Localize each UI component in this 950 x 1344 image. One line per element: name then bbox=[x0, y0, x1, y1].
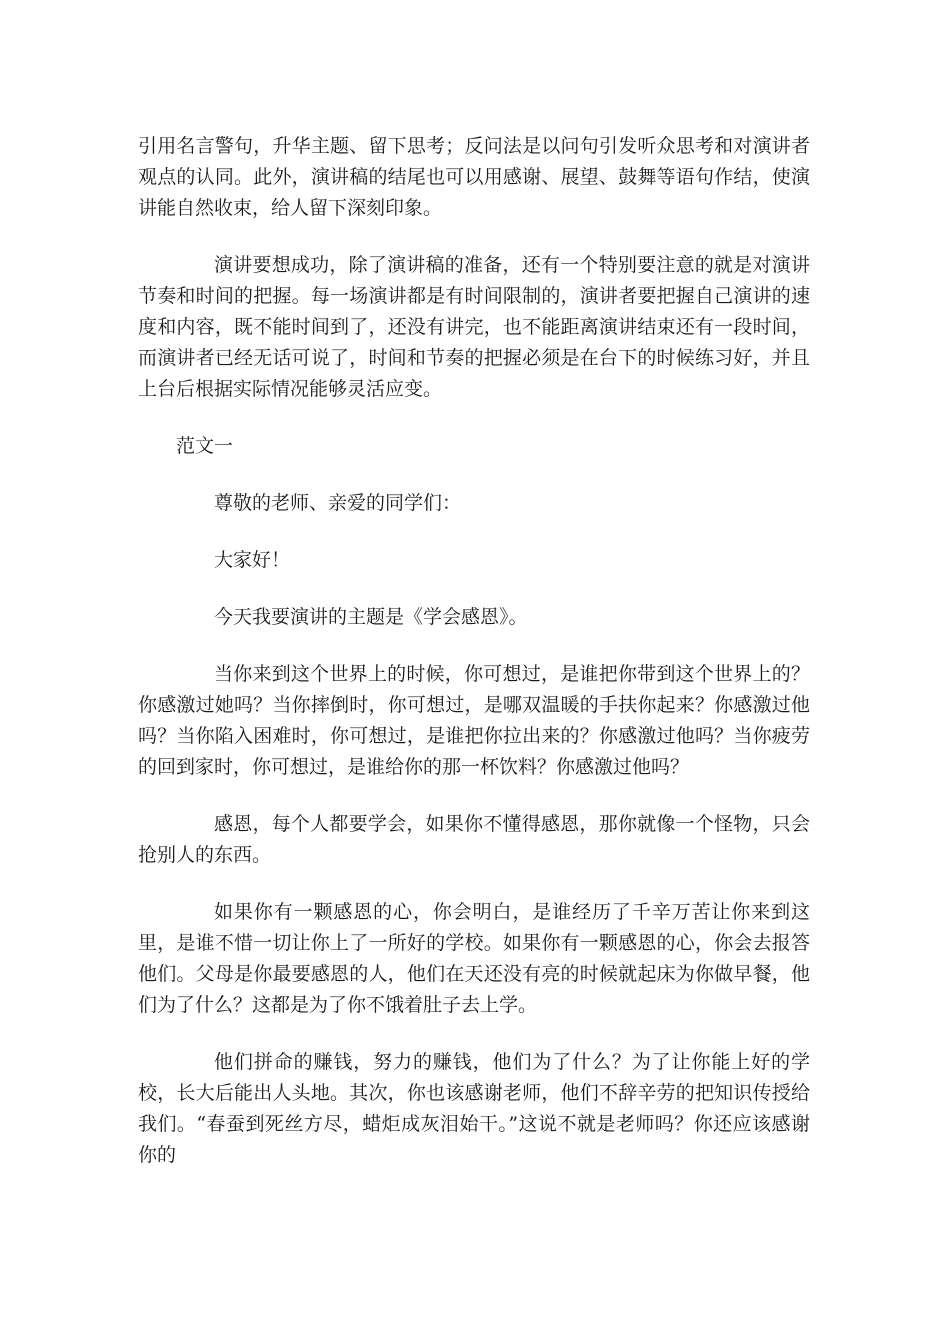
paragraph-teachers: 他们拼命的赚钱，努力的赚钱，他们为了什么？为了让你能上好的学校，长大后能出人头地。其次，你也该感谢老师，他们不辞辛劳的把知识传授给我们。“春蚕到死丝方尽，蜡炬成灰泪始干。”这说不就是老师吗？你还应该感谢你的 bbox=[138, 1051, 810, 1166]
paragraph-conclusion-methods: 引用名言警句，升华主题、留下思考；反问法是以问句引发听众思考和对演讲者观点的认同。此外，演讲稿的结尾也可以用感谢、展望、鼓舞等语句作结，使演讲能自然收束，给人留下深刻印象。 bbox=[138, 135, 810, 219]
sample-heading: 范文一 bbox=[176, 435, 234, 457]
paragraph-parents: 如果你有一颗感恩的心，你会明白，是谁经历了千辛万苦让你来到这里，是谁不惜一切让你上了一所好的学校。如果你有一颗感恩的心，你会去报答他们。父母是你最要感恩的人，他们在天还没有亮的时候就起床为你做早餐，他们为了什么？这都是为了你不饿着肚子去上学。 bbox=[138, 901, 810, 1016]
greeting: 大家好！ bbox=[214, 549, 291, 571]
document-body bbox=[138, 131, 810, 1197]
speech-topic: 今天我要演讲的主题是《学会感恩》。 bbox=[214, 606, 528, 628]
paragraph-timing: 演讲要想成功，除了演讲稿的准备，还有一个特别要注意的就是对演讲节奏和时间的把握。每一场演讲都是有时间限制的，演讲者要把握自己演讲的速度和内容，既不能时间到了，还没有讲完，也不能距离演讲结束还有一段时间，而演讲者已经无话可说了，时间和节奏的把握必须是在台下的时候练习好，并且上台后根据实际情况能够灵活应变。 bbox=[138, 254, 810, 400]
salutation: 尊敬的老师、亲爱的同学们： bbox=[214, 492, 462, 514]
paragraph-questions: 当你来到这个世界上的时候，你可想过，是谁把你带到这个世界上的？你感激过她吗？当你摔倒时，你可想过，是哪双温暖的手扶你起来？你感激过他吗？当你陷入困难时，你可想过，是谁把你拉出来的？你感激过他吗？当你疲劳的回到家时，你可想过，是谁给你的那一杯饮料？你感激过他吗？ bbox=[138, 663, 810, 778]
paragraph-gratitude: 感恩，每个人都要学会，如果你不懂得感恩，那你就像一个怪物，只会抢别人的东西。 bbox=[138, 813, 810, 866]
